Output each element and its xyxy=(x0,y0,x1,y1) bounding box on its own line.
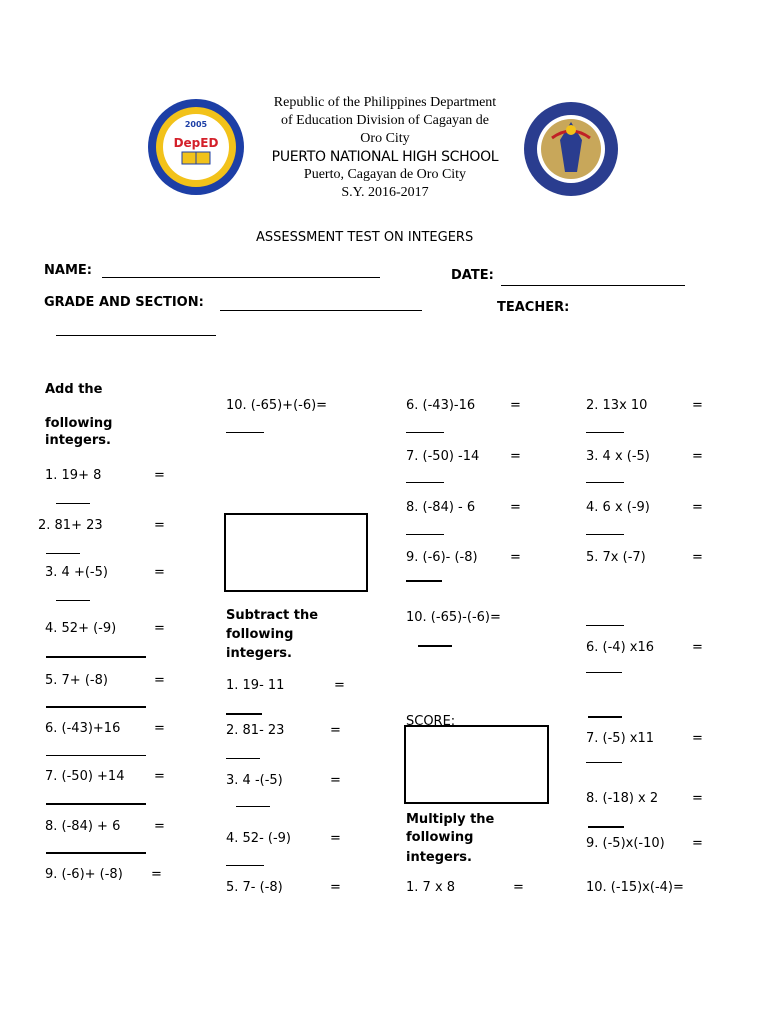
name-field[interactable] xyxy=(102,277,380,278)
sub-answer-6[interactable] xyxy=(406,432,444,433)
add-item-7: 7. (-50) +14 xyxy=(45,769,125,784)
sub-answer-8[interactable] xyxy=(406,534,444,535)
puerto-nhs-logo xyxy=(146,97,246,197)
sub-item-1: 1. 19- 11 xyxy=(226,678,285,693)
mul-item-9: 9. (-5)x(-10) xyxy=(586,836,665,851)
sub-item-6-eq: = xyxy=(510,398,521,413)
score-label: SCORE: xyxy=(406,714,456,729)
school-header xyxy=(250,94,520,202)
sub-item-8-eq: = xyxy=(510,500,521,515)
svg-text:2005: 2005 xyxy=(184,120,208,129)
mul-item-4: 4. 6 x (-9) xyxy=(586,500,650,515)
add-item-8: 8. (-84) + 6 xyxy=(45,819,121,834)
add-answer-10[interactable] xyxy=(226,432,264,433)
add-item-8-eq: = xyxy=(154,819,165,834)
sub-item-3-eq: = xyxy=(330,773,341,788)
deped-seal-logo xyxy=(522,100,620,198)
sub-answer-3[interactable] xyxy=(236,806,270,807)
add-item-3-eq: = xyxy=(154,565,165,580)
header-line-1: Republic of the Philippines Department xyxy=(273,95,497,110)
add-item-6: 6. (-43)+16 xyxy=(45,721,121,736)
sub-item-10: 10. (-65)-(-6)= xyxy=(406,610,501,625)
mul-item-1-eq: = xyxy=(513,880,524,895)
mul-item-4-eq: = xyxy=(692,500,703,515)
date-label: DATE: xyxy=(451,268,494,283)
sub-item-5: 5. 7- (-8) xyxy=(226,880,283,895)
multiply-instruction-2: following xyxy=(406,830,474,845)
sub-item-5-eq: = xyxy=(330,880,341,895)
mul-answer-4[interactable] xyxy=(586,534,624,535)
add-answer-5[interactable] xyxy=(46,706,146,708)
add-answer-2[interactable] xyxy=(46,553,80,554)
school-year: S.Y. 2016-2017 xyxy=(341,185,429,200)
mul-item-10: 10. (-15)x(-4)= xyxy=(586,880,684,895)
mul-item-5-eq: = xyxy=(692,550,703,565)
mul-answer-8[interactable] xyxy=(588,826,624,828)
sub-item-7: 7. (-50) -14 xyxy=(406,449,480,464)
mul-item-9-eq: = xyxy=(692,836,703,851)
add-answer-4[interactable] xyxy=(46,656,146,658)
sub-item-9-eq: = xyxy=(510,550,521,565)
add-answer-6[interactable] xyxy=(46,755,146,756)
mul-answer-5[interactable] xyxy=(586,625,624,626)
svg-text:DepED: DepED xyxy=(173,136,219,150)
subtract-instruction-3: integers. xyxy=(226,646,292,661)
mul-item-2: 2. 13x 10 xyxy=(586,398,648,413)
grade-section-field[interactable] xyxy=(220,310,422,311)
add-item-5: 5. 7+ (-8) xyxy=(45,673,108,688)
add-answer-8[interactable] xyxy=(46,852,146,854)
mul-item-3: 3. 4 x (-5) xyxy=(586,449,650,464)
subtract-instruction-1: Subtract the xyxy=(226,608,319,623)
sub-answer-4[interactable] xyxy=(226,865,264,866)
add-item-3: 3. 4 +(-5) xyxy=(45,565,108,580)
multiply-instruction-1: Multiply the xyxy=(406,812,495,827)
sub-item-4-eq: = xyxy=(330,831,341,846)
mul-item-8: 8. (-18) x 2 xyxy=(586,791,659,806)
sub-answer-2[interactable] xyxy=(226,758,260,759)
score-box xyxy=(404,725,549,804)
add-item-5-eq: = xyxy=(154,673,165,688)
sub-item-1-eq: = xyxy=(334,678,345,693)
mul-item-7: 7. (-5) x11 xyxy=(586,731,655,746)
mul-answer-6[interactable] xyxy=(586,672,622,673)
sub-item-6: 6. (-43)-16 xyxy=(406,398,476,413)
add-answer-7[interactable] xyxy=(46,803,146,805)
sub-item-8: 8. (-84) - 6 xyxy=(406,500,476,515)
page-title: ASSESSMENT TEST ON INTEGERS xyxy=(256,230,474,245)
add-item-9: 9. (-6)+ (-8) xyxy=(45,867,123,882)
school-address: Puerto, Cagayan de Oro City xyxy=(303,167,467,182)
date-field[interactable] xyxy=(501,285,685,286)
multiply-instruction-3: integers. xyxy=(406,850,472,865)
sub-item-3: 3. 4 -(-5) xyxy=(226,773,283,788)
mul-answer-7[interactable] xyxy=(586,762,622,763)
subtract-instruction-2: following xyxy=(226,627,294,642)
mul-item-7-eq: = xyxy=(692,731,703,746)
mul-item-3-eq: = xyxy=(692,449,703,464)
school-name: PUERTO NATIONAL HIGH SCHOOL xyxy=(271,149,499,165)
mul-item-6: 6. (-4) x16 xyxy=(586,640,655,655)
teacher-label: TEACHER: xyxy=(497,300,570,315)
mul-item-1: 1. 7 x 8 xyxy=(406,880,456,895)
teacher-field[interactable] xyxy=(56,335,216,336)
name-label: NAME: xyxy=(44,263,92,278)
add-item-1-eq: = xyxy=(154,468,165,483)
add-item-7-eq: = xyxy=(154,769,165,784)
add-item-2-eq: = xyxy=(154,518,165,533)
mul-answer-6b[interactable] xyxy=(588,716,622,718)
grade-section-label: GRADE AND SECTION: xyxy=(44,295,204,310)
sub-answer-9[interactable] xyxy=(406,580,442,582)
mul-item-5: 5. 7x (-7) xyxy=(586,550,646,565)
add-item-6-eq: = xyxy=(154,721,165,736)
mul-answer-2[interactable] xyxy=(586,432,624,433)
sub-item-9: 9. (-6)- (-8) xyxy=(406,550,478,565)
sub-item-2: 2. 81- 23 xyxy=(226,723,285,738)
sub-answer-7[interactable] xyxy=(406,482,444,483)
add-answer-3[interactable] xyxy=(56,600,90,601)
add-item-2: 2. 81+ 23 xyxy=(38,518,103,533)
add-answer-1[interactable] xyxy=(56,503,90,504)
sub-item-2-eq: = xyxy=(330,723,341,738)
answer-box-1 xyxy=(224,513,368,592)
sub-answer-10[interactable] xyxy=(418,645,452,647)
sub-answer-1[interactable] xyxy=(226,713,262,715)
mul-item-8-eq: = xyxy=(692,791,703,806)
add-item-4: 4. 52+ (-9) xyxy=(45,621,117,636)
sub-item-7-eq: = xyxy=(510,449,521,464)
add-item-10: 10. (-65)+(-6)= xyxy=(226,398,328,413)
add-instruction-1: Add the xyxy=(45,382,103,397)
sub-item-4: 4. 52- (-9) xyxy=(226,831,292,846)
header-line-2: of Education Division of Cagayan de xyxy=(280,113,489,128)
add-item-1: 1. 19+ 8 xyxy=(45,468,102,483)
mul-item-6-eq: = xyxy=(692,640,703,655)
add-item-9-eq: = xyxy=(151,867,162,882)
add-instruction-3: integers. xyxy=(45,433,111,448)
mul-answer-3[interactable] xyxy=(586,482,624,483)
header-line-3: Oro City xyxy=(360,131,410,146)
add-instruction-2: following xyxy=(45,416,113,431)
add-item-4-eq: = xyxy=(154,621,165,636)
mul-item-2-eq: = xyxy=(692,398,703,413)
